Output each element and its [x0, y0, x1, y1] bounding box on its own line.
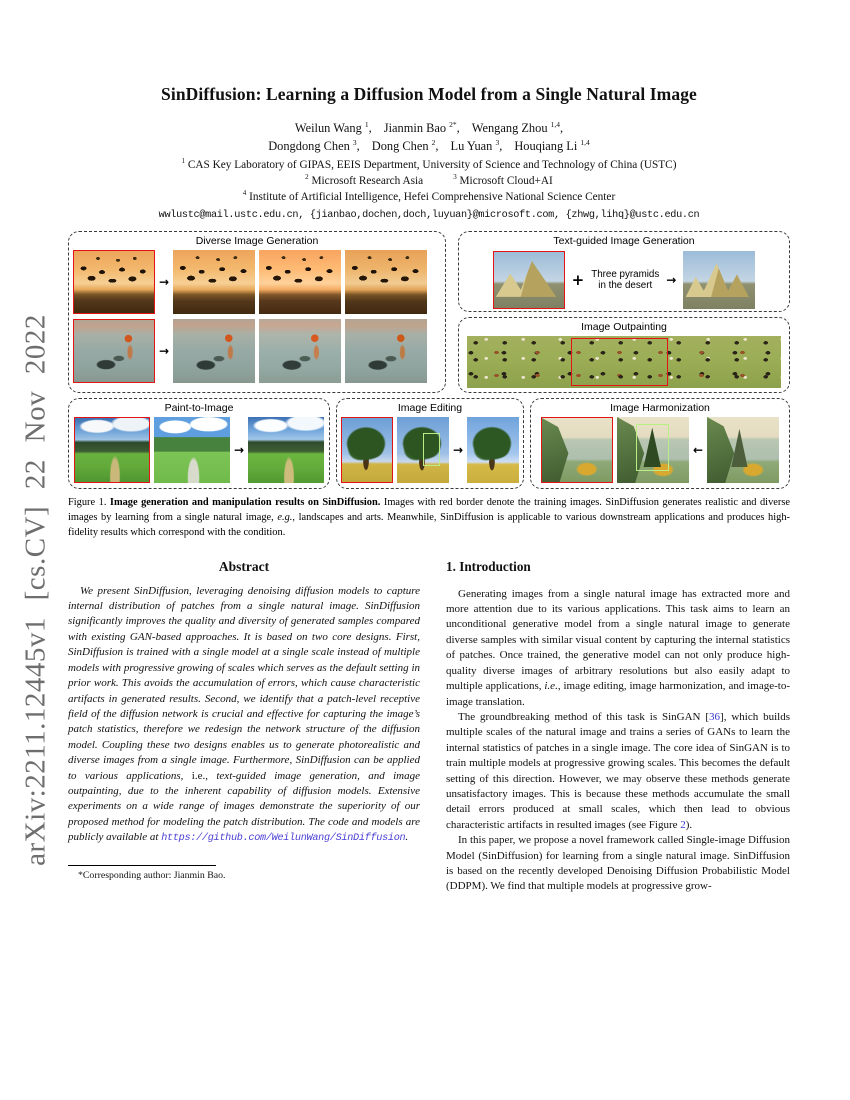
panel-image-outpainting: [458, 317, 790, 393]
pasted-object-image: [617, 417, 689, 483]
figure-image-row: [73, 319, 441, 383]
author-name: Dong Chen $^2$,: [371, 138, 439, 154]
author-name: Jianmin Bao $^{2*}$,: [383, 120, 460, 136]
author-name: Wengang Zhou $^{1,4}$,: [471, 120, 564, 136]
right-column: [446, 554, 790, 895]
arrow-right-icon: →: [452, 443, 464, 458]
arrow-right-icon: →: [159, 275, 170, 290]
text-segment: The groundbreaking method of this task is SinGAN [: [458, 710, 710, 723]
left-column: [68, 554, 420, 895]
panel-image-editing: [336, 398, 524, 489]
panel-paint-to-image: [68, 398, 330, 489]
intro-paragraph-3: [446, 833, 790, 895]
panel-body: [463, 248, 785, 309]
figure-image-row: [73, 250, 441, 314]
generated-image-three-pyramids: [683, 251, 755, 309]
figure-caption: [68, 495, 790, 541]
edit-region-box: [423, 433, 440, 466]
harmonized-result-image: [707, 417, 779, 483]
affiliation: $^4$ Institute of Artificial Intelligence, Hefei Comprehensive National Science Center: [242, 189, 616, 204]
generated-image-birds-1: [173, 250, 255, 314]
arrow-right-icon: →: [233, 443, 245, 458]
author-line-1: [68, 120, 790, 136]
reference-link[interactable]: 36: [709, 710, 721, 723]
arrow-left-icon: ←: [692, 443, 704, 458]
figure-top-row: [68, 231, 790, 393]
arxiv-watermark: arXiv:2211.12445v1 [cs.CV] 22 Nov 2022: [19, 314, 52, 866]
training-image-autumn-painting: [541, 417, 613, 483]
figure-1: [68, 231, 790, 541]
author-name: Lu Yuan $^3$,: [450, 138, 503, 154]
panel-title: Image Editing: [397, 402, 463, 415]
training-region-box: [571, 338, 668, 387]
panel-title: Diverse Image Generation: [195, 235, 319, 248]
generated-image-painting-1: [173, 319, 255, 383]
github-url-link[interactable]: https://github.com/WeilunWang/SinDiffusion: [161, 833, 406, 845]
panel-title: Paint-to-Image: [164, 402, 234, 415]
text-segment: .: [405, 831, 409, 844]
generated-image-mountain: [248, 417, 324, 483]
text-segment: In this paper, we propose a novel framework called Single-image Diffusion Model (SinDiffusion) for learning from a single natural image. SinDiffusion is based on the recently developed Denoising Diffusion Probabilistic Model (DDPM). We find that multiple models at progressive grow-: [446, 834, 790, 893]
author-name: Dongdong Chen $^3$,: [268, 138, 360, 154]
arrow-right-icon: →: [159, 344, 170, 359]
panel-body: [341, 415, 519, 483]
training-image-pyramids: [493, 251, 565, 309]
text-segment: ).: [685, 818, 693, 831]
intro-paragraph-2: [446, 710, 790, 833]
paint-input-image: [154, 417, 230, 483]
text-segment: , image editing, image harmonization, and image-to-image translation.: [446, 680, 790, 708]
text-segment: Figure 1.: [68, 497, 110, 509]
reference-link[interactable]: 2: [680, 818, 686, 831]
generated-image-painting-2: [259, 319, 341, 383]
affiliation-line-1: [68, 157, 790, 171]
abstract-text: [68, 584, 420, 847]
author-name: Houqiang Li $^{1,4}$: [514, 138, 590, 154]
text-prompt: Three pyramids in the desert: [591, 268, 660, 292]
paper-content: [68, 0, 790, 895]
affiliation: $^2$ Microsoft Research Asia: [305, 173, 424, 187]
panel-body: [463, 334, 785, 388]
outpainted-image-cows: [467, 336, 781, 388]
section-heading-introduction: 1. Introduction: [446, 558, 531, 574]
affiliation-line-3: [68, 189, 790, 203]
edit-region-box: [636, 424, 669, 472]
arrow-right-icon: →: [666, 273, 677, 288]
paper-header: [68, 0, 790, 221]
figure-bottom-row: [68, 398, 790, 489]
text-segment: We present SinDiffusion, leveraging denoising diffusion models to capture internal distribution of patches from a single natural image. SinDiffusion significantly improves the quality and diversity of generated samples compared with existing GAN-based approaches. It is based on two core designs. First, SinDiffusion is trained with a single model at a single scale instead of multiple models with progressive growing of scales which serves as the default setting in prior work. This avoids the accumulation of errors, which cause characteristic artifacts in generated results. Second, we identify that a patch-level receptive field of the diffusion network is crucial and effective for capturing the image’s patch statistics, therefore we redesign the network structure of the diffusion model. Coupling these two designs enables us to generate photorealistic and diverse images from a single image. Furthermore, SinDiffusion can be applied to various applications,: [68, 584, 420, 782]
text-segment: e.g.: [277, 512, 293, 524]
panel-title: Image Harmonization: [610, 402, 710, 415]
text-segment: ], which builds multiple scales of the natural image and trains a series of GANs to learn the internal statistics of patches in a single image. The core idea of SinGAN is to train multiple models at progressive growing scales. This becomes the default setting of this direction. However, we may observe these methods generate unsatisfactory images. This is because these methods accumulate the small detail errors produced at small scales, which then lead to obvious characteristic artifacts in resulted images (see Figure: [446, 710, 790, 831]
text-segment: Image generation and manipulation results on SinDiffusion.: [109, 497, 381, 509]
author-line-2: [68, 138, 790, 154]
training-image-tree: [341, 417, 393, 483]
two-column-body: [68, 554, 790, 895]
panel-image-harmonization: [530, 398, 790, 489]
training-image-painting: [73, 319, 155, 383]
training-image-mountain: [74, 417, 150, 483]
affiliation: $^3$ Microsoft Cloud+AI: [453, 173, 553, 187]
footnote-text: *Corresponding author: Jianmin Bao.: [78, 869, 226, 881]
intro-paragraph-1: [446, 587, 790, 710]
panel-title: Text-guided Image Generation: [553, 235, 695, 248]
text-segment: Generating images from a single natural image has extracted more and more attention due to its various applications. This task aims to learn an unconditional generative model from a single natural image to generate diverse samples with similar visual content by capturing the internal statistics of patches. Once trained, the generative model can not only produce high-quality diverse images of arbitrary resolutions but also easily adapt to multiple applications,: [446, 587, 790, 693]
paper-title: SinDiffusion: Learning a Diffusion Model from a Single Natural Image: [161, 84, 697, 104]
panel-diverse-image-generation: [68, 231, 446, 393]
text-segment: i.e.: [544, 680, 558, 693]
affiliation: $^1$ CAS Key Laboratory of GIPAS, EEIS Department, University of Science and Technology of China (USTC): [181, 156, 677, 171]
training-image-birds: [73, 250, 155, 314]
text-segment: i.e.: [191, 769, 206, 782]
panel-body: [73, 415, 325, 483]
edited-input-image: [397, 417, 449, 483]
author-emails: wwlustc@mail.ustc.edu.cn, {jianbao,dochen,doch,luyuan}@microsoft.com, {zhwg,lihq}@ustc.edu.cn: [158, 210, 700, 222]
abstract-heading: Abstract: [218, 558, 270, 574]
footnote: [68, 865, 420, 881]
generated-image-birds-2: [259, 250, 341, 314]
author-name: Weilun Wang $^1$,: [294, 120, 372, 136]
generated-image-birds-3: [345, 250, 427, 314]
text-segment: , text-guided image generation, and image outpainting, due to the inherent capability of diffusion models. Extensive experiments on a wide range of images demonstrate the superiority of our proposed method for modeling the patch distribution. The code and models are publicly available at: [68, 769, 420, 844]
panel-body: [535, 415, 785, 483]
text-segment: Images with red border denote the training images. SinDiffusion generates realistic and diverse images by learning from a single natural image,: [68, 497, 790, 524]
panel-text-guided-generation: [458, 231, 790, 312]
edited-result-image: [467, 417, 519, 483]
panel-body: [73, 248, 441, 383]
figure-right-stack: [458, 231, 790, 393]
generated-image-painting-3: [345, 319, 427, 383]
affiliation-line-2: [68, 173, 790, 187]
panel-title: Image Outpainting: [581, 321, 667, 334]
text-segment: , landscapes and arts. Meanwhile, SinDiffusion is applicable to various downstream applications and produces high-fidelity results which correspond with the condition.: [68, 512, 790, 539]
plus-icon: +: [571, 271, 585, 290]
